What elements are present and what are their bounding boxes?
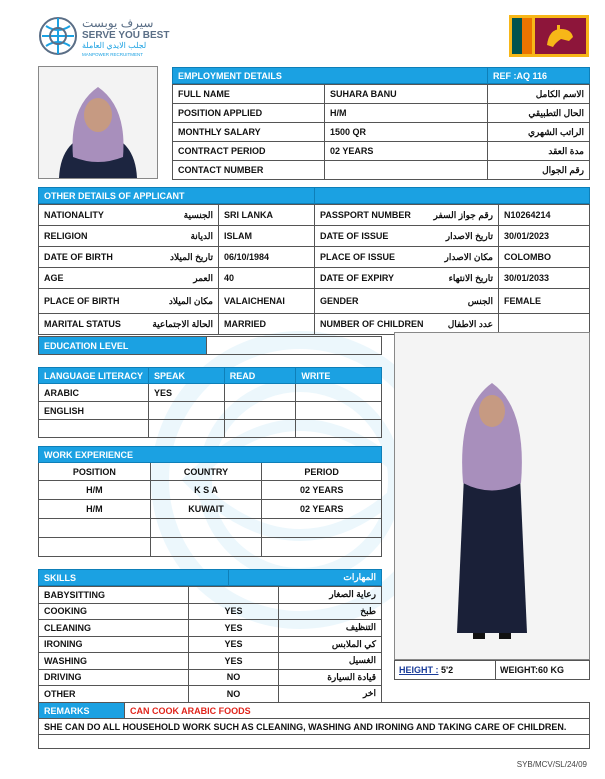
other-details-title: OTHER DETAILS OF APPLICANT bbox=[39, 188, 315, 204]
detail-label-arabic: مكان الميلاد bbox=[168, 295, 213, 306]
skill-name: CLEANING bbox=[39, 620, 189, 637]
language-cell bbox=[296, 384, 382, 402]
field-label: CONTRACT PERIOD bbox=[173, 142, 325, 161]
field-value: 02 YEARS bbox=[325, 142, 488, 161]
skill-name-arabic: طبخ bbox=[279, 603, 382, 620]
detail-label-cell bbox=[39, 314, 219, 335]
globe-icon bbox=[38, 16, 78, 56]
reference-number: REF :AQ 116 bbox=[488, 68, 590, 84]
field-label-arabic: مدة العقد bbox=[488, 142, 590, 161]
language-row bbox=[39, 384, 382, 402]
work-cell: H/M bbox=[39, 481, 151, 500]
work-cell bbox=[262, 519, 382, 538]
education-level bbox=[38, 336, 382, 355]
detail-label-cell bbox=[39, 247, 219, 268]
detail-value: VALAICHENAI bbox=[219, 289, 315, 314]
skill-name-arabic: التنظيف bbox=[279, 620, 382, 637]
employment-title: EMPLOYMENT DETAILS bbox=[173, 68, 488, 84]
detail-label-arabic: عدد الاطفال bbox=[447, 318, 493, 329]
skill-value: YES bbox=[189, 636, 279, 653]
logo-arabic-tagline: لجلب الايدي العاملة bbox=[82, 41, 147, 50]
applicant-headshot bbox=[38, 66, 158, 179]
skill-name-arabic: الغسيل bbox=[279, 653, 382, 670]
detail-label-arabic: الجنسية bbox=[183, 209, 213, 220]
field-label: FULL NAME bbox=[173, 85, 325, 104]
skill-value: YES bbox=[189, 653, 279, 670]
detail-label-arabic: العمر bbox=[193, 272, 213, 283]
remarks-title: REMARKS bbox=[39, 703, 125, 719]
field-label-arabic: الراتب الشهري bbox=[488, 123, 590, 142]
weight-value: WEIGHT:60 KG bbox=[495, 661, 564, 679]
skill-value: YES bbox=[189, 603, 279, 620]
work-cell bbox=[150, 538, 262, 557]
details-row bbox=[39, 226, 590, 247]
employment-details bbox=[172, 67, 590, 184]
detail-label: DATE OF ISSUE bbox=[320, 230, 389, 241]
field-value: H/M bbox=[325, 104, 488, 123]
work-cell bbox=[150, 519, 262, 538]
detail-label: DATE OF EXPIRY bbox=[320, 272, 395, 283]
detail-label-cell bbox=[315, 268, 499, 289]
detail-value: MARRIED bbox=[219, 314, 315, 335]
language-cell bbox=[224, 402, 296, 420]
field-label-arabic: رقم الجوال bbox=[488, 161, 590, 180]
physical-details bbox=[394, 660, 590, 680]
remarks-text: SHE CAN DO ALL HOUSEHOLD WORK SUCH AS CLEANING, WASHING AND IRONING AND TAKING CARE OF CHILDREN. bbox=[39, 719, 590, 735]
detail-label: RELIGION bbox=[44, 230, 88, 241]
skill-name-arabic: رعاية الصغار bbox=[279, 587, 382, 604]
skill-row bbox=[39, 686, 382, 703]
details-row bbox=[39, 205, 590, 226]
detail-value: 30/01/2033 bbox=[499, 268, 590, 289]
detail-label: NATIONALITY bbox=[44, 209, 104, 220]
work-cell: KUWAIT bbox=[150, 500, 262, 519]
skill-row bbox=[39, 587, 382, 604]
skill-name: IRONING bbox=[39, 636, 189, 653]
applicant-full-photo bbox=[394, 332, 590, 660]
language-cell: ENGLISH bbox=[39, 402, 149, 420]
employment-row bbox=[173, 123, 590, 142]
field-label: POSITION APPLIED bbox=[173, 104, 325, 123]
skill-name: WASHING bbox=[39, 653, 189, 670]
detail-value: 30/01/2023 bbox=[499, 226, 590, 247]
language-cell: YES bbox=[149, 384, 225, 402]
details-row bbox=[39, 268, 590, 289]
skill-value bbox=[189, 587, 279, 604]
language-cell bbox=[224, 420, 296, 438]
logo-arabic: سيرف يوبست bbox=[82, 16, 154, 30]
logo-tagline: MANPOWER RECRUITMENT bbox=[82, 52, 143, 57]
detail-label: PASSPORT NUMBER bbox=[320, 209, 411, 220]
details-row bbox=[39, 247, 590, 268]
work-cell: 02 YEARS bbox=[262, 500, 382, 519]
work-experience bbox=[38, 446, 382, 557]
height-value: 5'2 bbox=[441, 665, 454, 675]
field-value: SUHARA BANU bbox=[325, 85, 488, 104]
education-value bbox=[207, 337, 382, 355]
skill-row bbox=[39, 620, 382, 637]
field-label-arabic: الحال التطبيقي bbox=[488, 104, 590, 123]
work-row bbox=[39, 481, 382, 500]
detail-value: 40 bbox=[219, 268, 315, 289]
language-row bbox=[39, 420, 382, 438]
detail-label: PLACE OF ISSUE bbox=[320, 251, 396, 262]
detail-label-cell bbox=[39, 268, 219, 289]
employment-row bbox=[173, 161, 590, 180]
language-cell bbox=[296, 420, 382, 438]
language-cell bbox=[149, 420, 225, 438]
detail-label-arabic: مكان الاصدار bbox=[444, 251, 493, 262]
detail-label-arabic: رقم جواز السفر bbox=[433, 209, 493, 220]
skill-value: NO bbox=[189, 669, 279, 686]
language-cell: ARABIC bbox=[39, 384, 149, 402]
language-cell bbox=[149, 402, 225, 420]
skill-row bbox=[39, 603, 382, 620]
detail-label-arabic: الحالة الاجتماعية bbox=[152, 318, 213, 329]
sri-lanka-flag-icon bbox=[509, 15, 589, 57]
detail-value: FEMALE bbox=[499, 289, 590, 314]
detail-label-cell bbox=[39, 205, 219, 226]
skill-name-arabic: كي الملابس bbox=[279, 636, 382, 653]
skill-value: YES bbox=[189, 620, 279, 637]
work-header: COUNTRY bbox=[150, 463, 262, 481]
field-value bbox=[325, 161, 488, 180]
language-header: SPEAK bbox=[149, 368, 225, 384]
work-row bbox=[39, 538, 382, 557]
height-label: HEIGHT : bbox=[399, 665, 439, 675]
detail-label-cell bbox=[315, 247, 499, 268]
language-cell bbox=[296, 402, 382, 420]
work-cell: K S A bbox=[150, 481, 262, 500]
other-details bbox=[38, 187, 590, 335]
remarks-highlight: CAN COOK ARABIC FOODS bbox=[125, 703, 590, 719]
work-header: PERIOD bbox=[262, 463, 382, 481]
detail-label-cell bbox=[315, 289, 499, 314]
field-label: MONTHLY SALARY bbox=[173, 123, 325, 142]
detail-label: PLACE OF BIRTH bbox=[44, 295, 120, 306]
skills-title-arabic: المهارات bbox=[229, 570, 382, 586]
detail-label-arabic: تاريخ الاصدار bbox=[445, 230, 493, 241]
skill-name: BABYSITTING bbox=[39, 587, 189, 604]
language-header: WRITE bbox=[296, 368, 382, 384]
detail-label: DATE OF BIRTH bbox=[44, 251, 113, 262]
field-label-arabic: الاسم الكامل bbox=[488, 85, 590, 104]
detail-value: SRI LANKA bbox=[219, 205, 315, 226]
detail-label: NUMBER OF CHILDREN bbox=[320, 318, 424, 329]
work-cell: H/M bbox=[39, 500, 151, 519]
language-cell bbox=[224, 384, 296, 402]
detail-label-cell bbox=[39, 289, 219, 314]
work-cell bbox=[39, 519, 151, 538]
skills bbox=[38, 569, 382, 703]
detail-label-arabic: الجنس bbox=[467, 295, 493, 306]
language-literacy bbox=[38, 367, 382, 438]
detail-value: 06/10/1984 bbox=[219, 247, 315, 268]
work-cell bbox=[262, 538, 382, 557]
skill-row bbox=[39, 653, 382, 670]
field-value: 1500 QR bbox=[325, 123, 488, 142]
company-logo bbox=[38, 16, 198, 60]
skill-name: COOKING bbox=[39, 603, 189, 620]
detail-label: GENDER bbox=[320, 295, 359, 306]
detail-label: MARITAL STATUS bbox=[44, 318, 121, 329]
work-header: POSITION bbox=[39, 463, 151, 481]
language-cell bbox=[39, 420, 149, 438]
detail-value: COLOMBO bbox=[499, 247, 590, 268]
skill-value: NO bbox=[189, 686, 279, 703]
detail-value: N10264214 bbox=[499, 205, 590, 226]
skill-row bbox=[39, 636, 382, 653]
employment-row bbox=[173, 85, 590, 104]
employment-row bbox=[173, 104, 590, 123]
language-header: READ bbox=[224, 368, 296, 384]
skill-name: DRIVING bbox=[39, 669, 189, 686]
skills-title: SKILLS bbox=[39, 570, 229, 586]
education-title: EDUCATION LEVEL bbox=[39, 337, 207, 355]
skill-name-arabic: قيادة السيارة bbox=[279, 669, 382, 686]
work-cell: 02 YEARS bbox=[262, 481, 382, 500]
work-title: WORK EXPERIENCE bbox=[39, 447, 382, 463]
detail-label-arabic: تاريخ الميلاد bbox=[170, 251, 213, 262]
logo-name: SERVE YOU BEST bbox=[82, 30, 170, 41]
remarks bbox=[38, 702, 590, 749]
detail-label-cell bbox=[315, 226, 499, 247]
employment-row bbox=[173, 142, 590, 161]
work-cell bbox=[39, 538, 151, 557]
field-label: CONTACT NUMBER bbox=[173, 161, 325, 180]
skill-name-arabic: اخر bbox=[279, 686, 382, 703]
language-row bbox=[39, 402, 382, 420]
detail-label-arabic: تاريخ الانتهاء bbox=[448, 272, 493, 283]
skill-name: OTHER bbox=[39, 686, 189, 703]
detail-label: AGE bbox=[44, 272, 64, 283]
language-header: LANGUAGE LITERACY bbox=[39, 368, 149, 384]
footer-code: SYB/MCV/SL/24/09 bbox=[516, 760, 587, 769]
details-row bbox=[39, 289, 590, 314]
detail-value: ISLAM bbox=[219, 226, 315, 247]
work-row bbox=[39, 519, 382, 538]
detail-label-arabic: الديانة bbox=[190, 230, 213, 241]
detail-label-cell bbox=[315, 205, 499, 226]
work-row bbox=[39, 500, 382, 519]
detail-label-cell bbox=[39, 226, 219, 247]
skill-row bbox=[39, 669, 382, 686]
